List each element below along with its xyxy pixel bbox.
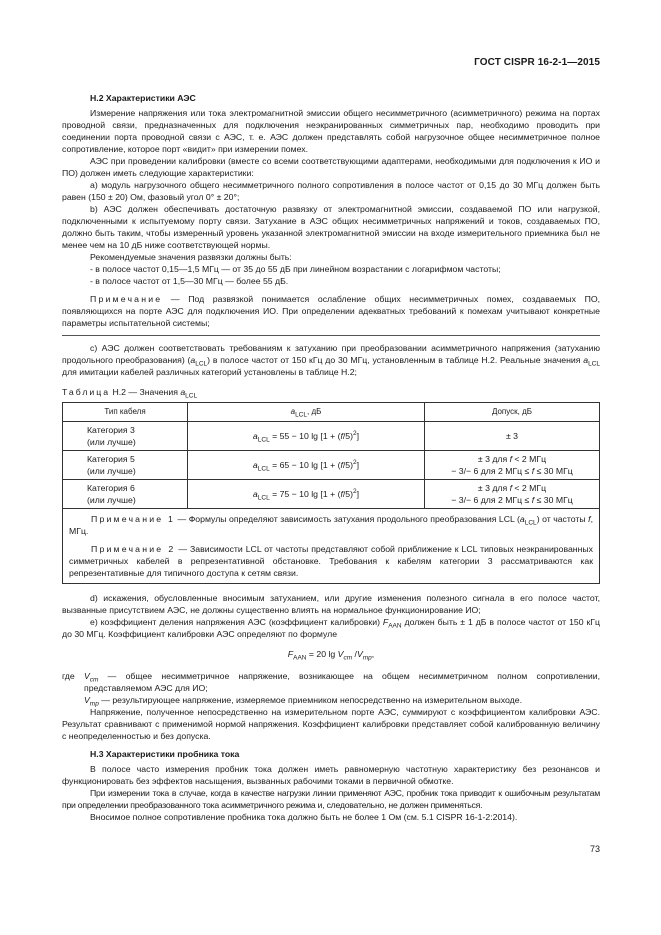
- cell-formula: $a_{LCL} = 65 - 10$ $\lg [1 + (f/5)^2]$: [188, 451, 425, 480]
- table-note-2: Примечание 2 — Зависимости LCL от частоты представляют собой приближение к LCL типовых неэкранированных симметричных кабелей в репрезентативной обстановке. Требования к кабелям категории 3 рассматриваются как репрезентативные для типичного доступа к сетям связи.: [69, 544, 593, 578]
- col-header-cable-type: Тип кабеля: [63, 403, 188, 422]
- col-header-tolerance: Допуск, дБ: [425, 403, 600, 422]
- table-caption: Таблица Н.2 — Значения $a_{LCL}$: [62, 387, 198, 400]
- paragraph: Рекомендуемые значения развязки должны быть:: [90, 252, 292, 262]
- where-label: где: [62, 671, 75, 681]
- cell-tolerance: ± 3 для f < 2 МГц − 3/− 6 для 2 МГц ≤ f ≤ 30 МГц: [425, 480, 600, 509]
- definition-vcm: $V_{cm}$ — общее несимметричное напряжение, возникающее на общем несимметричном полном сопротивлении, представляемом АЭС для ИО;: [84, 671, 600, 693]
- page-number: 73: [589, 844, 600, 854]
- formula-faan: $F_{AAN} = 20$ $\lg V_{cm}$ $/V_{mp}$,: [287, 649, 375, 662]
- col-header-alcl: $a_{LCL}$, дБ: [188, 403, 425, 422]
- paragraph: Вносимое полное сопротивление пробника тока должно быть не более 1 Ом (см. 5.1 CISPR 16-1-2:2014).: [90, 812, 518, 822]
- list-item-a: а) модуль нагрузочного общего несимметричного полного сопротивления в полосе частот от 0,15 до 30 МГц должен быть равен (150 ± 20) Ом, фазовый угол 0° ± 20°;: [62, 180, 600, 202]
- cell-category: Категория 6 (или лучше): [63, 480, 188, 509]
- section-h3-title: Н.3 Характеристики пробника тока: [90, 749, 240, 759]
- paragraph: Напряжение, полученное непосредственно на измерительном порте АЭС, суммируют с коэффициентом калибровки АЭС. Результат сравнивают с применимой нормой напряжения. Коэффициент калибровки представляет собой калиброванную величину с неопределенностью и без допуска.: [62, 707, 600, 741]
- note: [62, 293, 600, 329]
- cell-category: Категория 3 (или лучше): [63, 422, 188, 451]
- list-item-c: с) АЭС должен соответствовать требованиям к затуханию при преобразовании асимметричного напряжения (затуханию продольного преобразования) $(a_{LCL})$ в полосе частот от 150 кГц до 30 МГц, установленным в таблице Н.2. Реальные значения $a_{LCL}$ для имитации кабелей различных категорий установлены в таблице Н.2;: [62, 343, 600, 377]
- table-notes-row: [63, 509, 600, 584]
- cell-formula: $a_{LCL} = 75 - 10$ $\lg [1 + (f/5)^2]$: [188, 480, 425, 509]
- table-note-1: Примечание 1 — Формулы определяют зависимость затухания продольного преобразования LCL $(a_{LCL})$ от частоты f, МГц.: [69, 514, 593, 536]
- paragraph: В полосе часто измерения пробник тока должен иметь равномерную частотную характеристику без резонансов и функционировать без эффектов насыщения, вызванных рабочими токами в первичной обмотке.: [62, 764, 600, 786]
- table-row: [63, 422, 600, 451]
- definition-vmp: $V_{mp}$ — результирующее напряжение, измеряемое приемником непосредственно на измерительном выходе.: [84, 695, 522, 708]
- paragraph: При измерении тока в случае, когда в качестве нагрузки линии применяют АЭС, пробник тока приводит к ошибочным результатам при определении преобразованного тока асимметричного режима и, следовательно, не должен применяться.: [62, 788, 600, 810]
- note-label: Примечание: [90, 294, 163, 304]
- cell-tolerance: ± 3: [425, 422, 600, 451]
- list-item-d: d) искажения, обусловленные вносимым затуханием, или другие изменения полезного сигнала в его полосе частот, вызванные присутствием АЭС, не должны существенно влиять на нормальное функционирование ИО;: [62, 593, 600, 615]
- paragraph: Измерение напряжения или тока электромагнитной эмиссии общего несимметричного (асимметричного) режима на портах проводной связи, предназначенных для подключения неэкранированных симметричных пар, необходимо проводить при соединении порта проводной связи с АЭС, т. е. АЭС должен представлять собой нагрузочное общее несимметричное полное сопротивление, которое порт «видит» при измерении помех.: [62, 108, 600, 154]
- cell-formula: $a_{LCL} = 55 - 10$ $\lg [1 + (f/5)^2]$: [188, 422, 425, 451]
- list-item-b: b) АЭС должен обеспечивать достаточную развязку от электромагнитной эмиссии, создаваемой ПО или нагрузкой, подключенными к испытуемому порту связи. Затухание в АЭС общих несимметричных напряжений и токов, создаваемых ПО, должно быть таким, чтобы измеренный уровень указанной электромагнитной эмиссии на входе измерительного приемника был не менее чем на 10 дБ ниже соответствующей нормы.: [62, 204, 600, 250]
- page-content: [62, 92, 600, 823]
- table-header-row: [63, 403, 600, 422]
- cell-tolerance: ± 3 для f < 2 МГц − 3/− 6 для 2 МГц ≤ f ≤ 30 МГц: [425, 451, 600, 480]
- list-item: - в полосе частот 0,15—1,5 МГц — от 35 до 55 дБ при линейном возрастании с логарифмом частоты;: [90, 264, 501, 274]
- table-notes: [63, 509, 600, 584]
- list-item-e: e) коэффициент деления напряжения АЭС (коэффициент калибровки) $F_{AAN}$ должен быть ± 1 дБ в полосе частот от 150 кГц до 30 МГц. Коэффициент калибровки АЭС определяют по формуле: [62, 617, 600, 639]
- divider: [62, 335, 600, 336]
- table-row: [63, 451, 600, 480]
- cell-category: Категория 5 (или лучше): [63, 451, 188, 480]
- section-h2-title: Н.2 Характеристики АЭС: [90, 93, 196, 103]
- table-row: [63, 480, 600, 509]
- lcl-table: [62, 402, 600, 584]
- symbol-definitions: [62, 670, 600, 706]
- note-text: — Под развязкой понимается ослабление общих несимметричных помех, создаваемых ПО, появляющихся на порте АЭС для подключения ИО. При определении адекватных требований к помехам учитывают конкретные параметры испытательной системы;: [62, 294, 600, 328]
- paragraph: АЭС при проведении калибровки (вместе со всеми соответствующими адаптерами, необходимыми для подключения к ИО и ПО) должен иметь следующие характеристики:: [62, 156, 600, 178]
- standard-code: ГОСТ CISPR 16-2-1—2015: [474, 57, 600, 68]
- list-item: - в полосе частот от 1,5—30 МГц — более 55 дБ.: [90, 276, 289, 286]
